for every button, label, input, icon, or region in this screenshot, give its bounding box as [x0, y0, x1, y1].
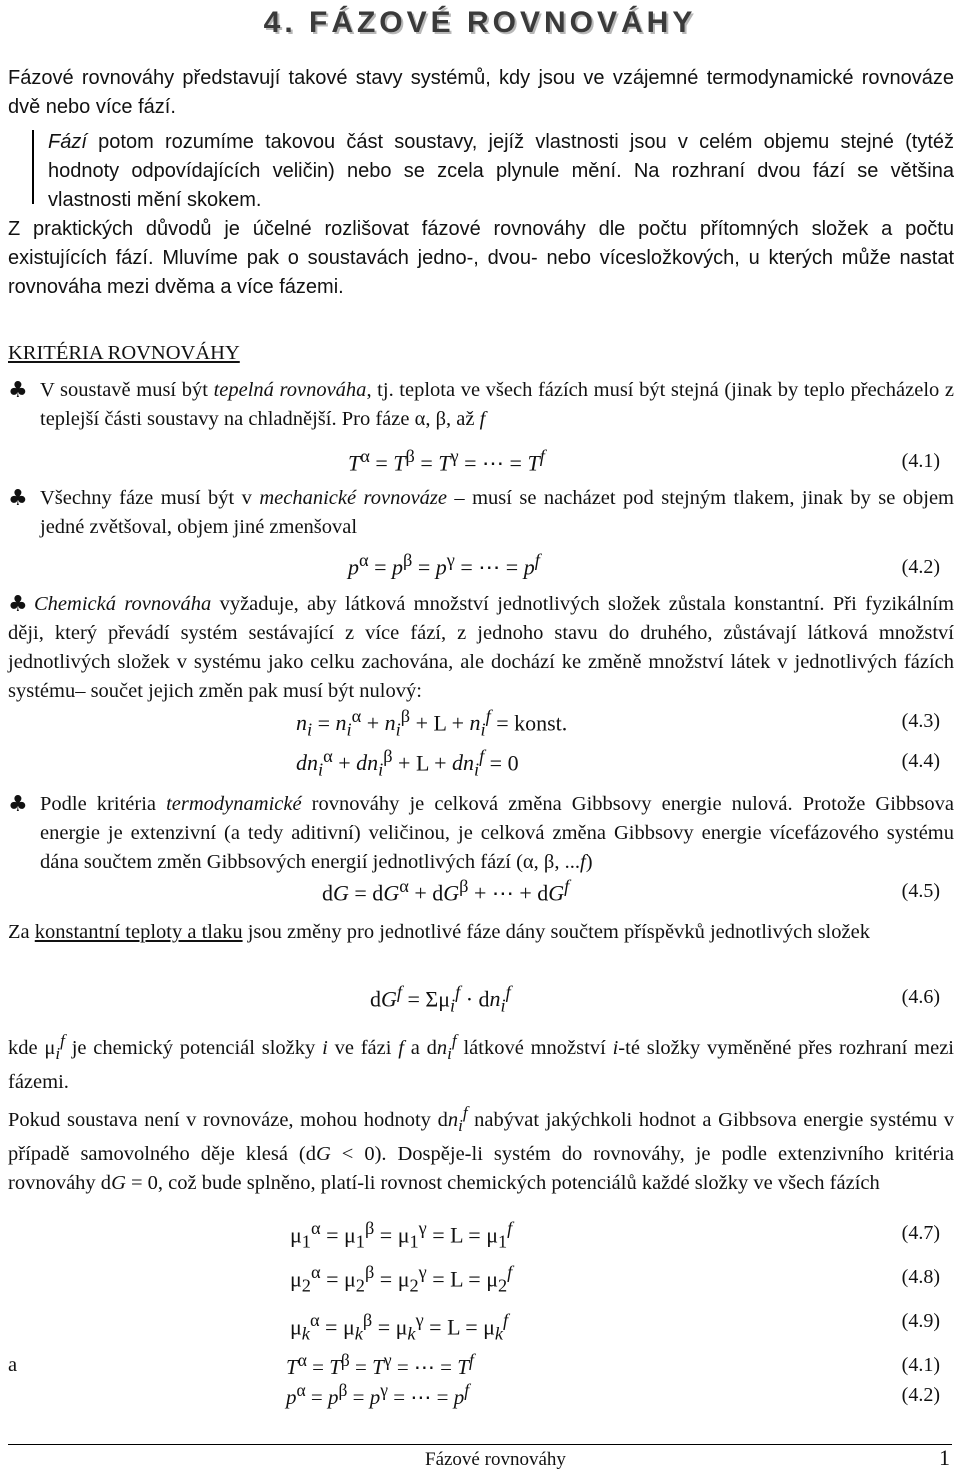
- paragraph-text: kde: [8, 1036, 45, 1059]
- bullet-text: Podle kritéria: [40, 793, 167, 815]
- equation-number: (4.7): [901, 1222, 940, 1244]
- conjunction-a: a: [8, 1354, 18, 1376]
- bullet-term: mechanické rovnováze: [259, 487, 447, 509]
- equation-4-5: dG = $dG^\alpha + dG^\beta$ + ⋯ + $dG^f$: [322, 876, 570, 906]
- bullet-term: termodynamické: [166, 793, 302, 815]
- equation-4-2: $p^\alpha = p^\beta = p^\gamma$ = ⋯ = $p^f$: [348, 550, 540, 580]
- symbol-G: G: [111, 1171, 126, 1194]
- footer-title: Fázové rovnováhy: [425, 1449, 566, 1470]
- paragraph-text: = 0, což bude splněno, platí-li rovnost chemických potenciálů každé složky ve všech fázích: [125, 1171, 880, 1194]
- bullet-chemical: [8, 590, 954, 706]
- equation-number: (4.3): [901, 710, 940, 732]
- equation-number: (4.6): [901, 986, 940, 1008]
- paragraph-text: < 0). Dospěje-li systém do rovnováhy, je podle extenzivního kritéria rovnováhy d: [8, 1142, 954, 1194]
- paragraph-text: ve fázi: [327, 1036, 399, 1059]
- symbol-i: i: [322, 1036, 328, 1059]
- symbol-dn-i-f: $dn_i^f$: [437, 1103, 468, 1135]
- equation-number: (4.8): [901, 1266, 940, 1288]
- paragraph-text: Za: [8, 921, 35, 943]
- bullet-text: ): [585, 851, 593, 873]
- symbol-dn-i-f: $dn_i^f$: [426, 1031, 457, 1063]
- symbol-mu-i-f: $\mu_i^f$: [44, 1031, 65, 1063]
- bullet-text: – musí se nacházet pod stejným tlakem, jinak by se objem jedné zvětšoval, objem jiné zmenšoval: [40, 487, 954, 538]
- symbol-f: f: [479, 408, 486, 430]
- club-icon: ♣: [8, 792, 28, 817]
- equation-4-3: $n_i = n_i^\alpha + n_i^\beta + L + n_i^f$ = konst.: [296, 706, 568, 740]
- bullet-thermodynamic: [40, 790, 954, 877]
- underlined-text: konstantní teploty a tlaku: [34, 921, 243, 943]
- paragraph-text: jsou změny pro jednotlivé fáze dány součtem příspěvků jednotlivých složek: [242, 921, 870, 943]
- bullet-term: Chemická rovnováha: [34, 593, 212, 615]
- constant-paragraph: [8, 918, 954, 947]
- bullet-mechanical: [40, 484, 954, 542]
- bullet-text: Všechny fáze musí být v: [40, 487, 260, 509]
- page-number: 1: [939, 1445, 950, 1470]
- club-icon: ♣: [8, 486, 28, 511]
- club-icon: ♣: [8, 378, 28, 403]
- equation-4-1-repeat: $T^\alpha = T^\beta = T^\gamma$ = ⋯ = $T^f$: [286, 1350, 474, 1379]
- paragraph-text: látkové množství: [456, 1036, 613, 1059]
- symbol-f: f: [398, 1036, 404, 1059]
- equation-number: (4.1): [901, 450, 940, 472]
- intro-paragraph: Fázové rovnováhy představují takové stavy systémů, kdy jsou ve vzájemné termodynamické rovnováze dvě nebo více fází.: [8, 67, 954, 118]
- bullet-text: vyžaduje, aby látková množství jednotlivých složek zůstala konstantní. Při fyzikálním ději, který převádí systém sestávající z více fází, z jednoho stavu do druhého, zůstávají látková množství jednotlivých složek v systému jako celku zachována, ale dochází ke změně množství látek v jednotlivých fázích systému– součet jejich změn pak musí být nulový:: [8, 593, 954, 702]
- page-title: 4. FÁZOVÉ ROVNOVÁHY: [263, 6, 697, 39]
- kde-paragraph: [8, 1026, 954, 1097]
- equation-number: (4.2): [901, 1384, 940, 1406]
- section-heading: KRITÉRIA ROVNOVÁHY: [8, 342, 240, 364]
- equation-4-1: $T^\alpha = T^\beta = T^\gamma$ = ⋯ = $T^f$: [348, 446, 545, 476]
- practical-paragraph: Z praktických důvodů je účelné rozlišovat fázové rovnováhy dle počtu přítomných složek a počtu existujících fází. Mluvíme pak o soustavách jedno-, dvou- nebo vícesložkových, u kterých může nastat rovnováha mezi dvěma a více fázemi.: [8, 218, 954, 298]
- definition-term: Fází: [48, 131, 87, 153]
- equation-4-6: $dG^f = \Sigma\mu_i^f \cdot dn_i^f$: [370, 982, 511, 1016]
- bullet-text: V soustavě musí být: [40, 379, 214, 401]
- equation-number: (4.1): [901, 1354, 940, 1376]
- bullet-thermal: [40, 376, 954, 434]
- paragraph-text: -té složky vyměněné přes rozhraní mezi fázemi.: [8, 1036, 954, 1093]
- equation-4-2-repeat: $p^\alpha = p^\beta = p^\gamma$ = ⋯ = $p^f$: [286, 1380, 470, 1409]
- pokud-paragraph: [8, 1098, 954, 1198]
- equation-4-9: $\mu_k^\alpha = \mu_k^\beta = \mu_k^\gamma = L = \mu_k^f$: [290, 1310, 509, 1344]
- club-icon: ♣: [8, 592, 28, 617]
- paragraph-text: Pokud soustava není v rovnováze, mohou hodnoty: [8, 1108, 438, 1131]
- footer-rule: [8, 1444, 952, 1445]
- change-bar: [32, 130, 34, 204]
- equation-4-7: $\mu_1^\alpha = \mu_1^\beta = \mu_1^\gamma = L = \mu_1^f$: [290, 1218, 513, 1252]
- equation-4-8: $\mu_2^\alpha = \mu_2^\beta = \mu_2^\gamma = L = \mu_2^f$: [290, 1262, 513, 1296]
- equation-number: (4.4): [901, 750, 940, 772]
- symbol-f: f: [579, 851, 586, 873]
- paragraph-text: nabývat jakýchkoli hodnot a Gibbsova energie systému v případě samovolného děje klesá (d: [8, 1108, 954, 1165]
- equation-4-4: $dn_i^\alpha + dn_i^\beta + L + dn_i^f = 0$: [296, 746, 519, 780]
- symbol-i: i: [612, 1036, 619, 1059]
- equation-number: (4.5): [901, 880, 940, 902]
- symbol-G: G: [316, 1142, 331, 1165]
- bullet-term: tepelná rovnováha: [213, 379, 367, 401]
- paragraph-text: a: [403, 1036, 427, 1059]
- equation-number: (4.9): [901, 1310, 940, 1332]
- equation-number: (4.2): [901, 556, 940, 578]
- bullet-text: , tj. teplota ve všech fázích musí být stejná (jinak by teplo přecházelo z teplejší části soustavy na chladnější. Pro fáze α, β, až: [40, 379, 954, 430]
- definition-paragraph: [48, 128, 954, 215]
- paragraph-text: je chemický potenciál složky: [64, 1036, 323, 1059]
- definition-text: potom rozumíme takovou část soustavy, jejíž vlastnosti jsou v celém objemu stejné (tytéž hodnoty odpovídajících veličin) nebo se zcela plynule mění. Na rozhraní dvou fází se většina vlastnosti mění skokem.: [48, 131, 954, 211]
- bullet-text: rovnováhy je celková změna Gibbsovy energie nulová. Protože Gibbsova energie je extenzivní (a tedy aditivní) veličinou, je celková změna Gibbsovy energie vícefázového systému dána součtem změn Gibbsových energií jednotlivých fází (α, β, ...: [40, 793, 954, 873]
